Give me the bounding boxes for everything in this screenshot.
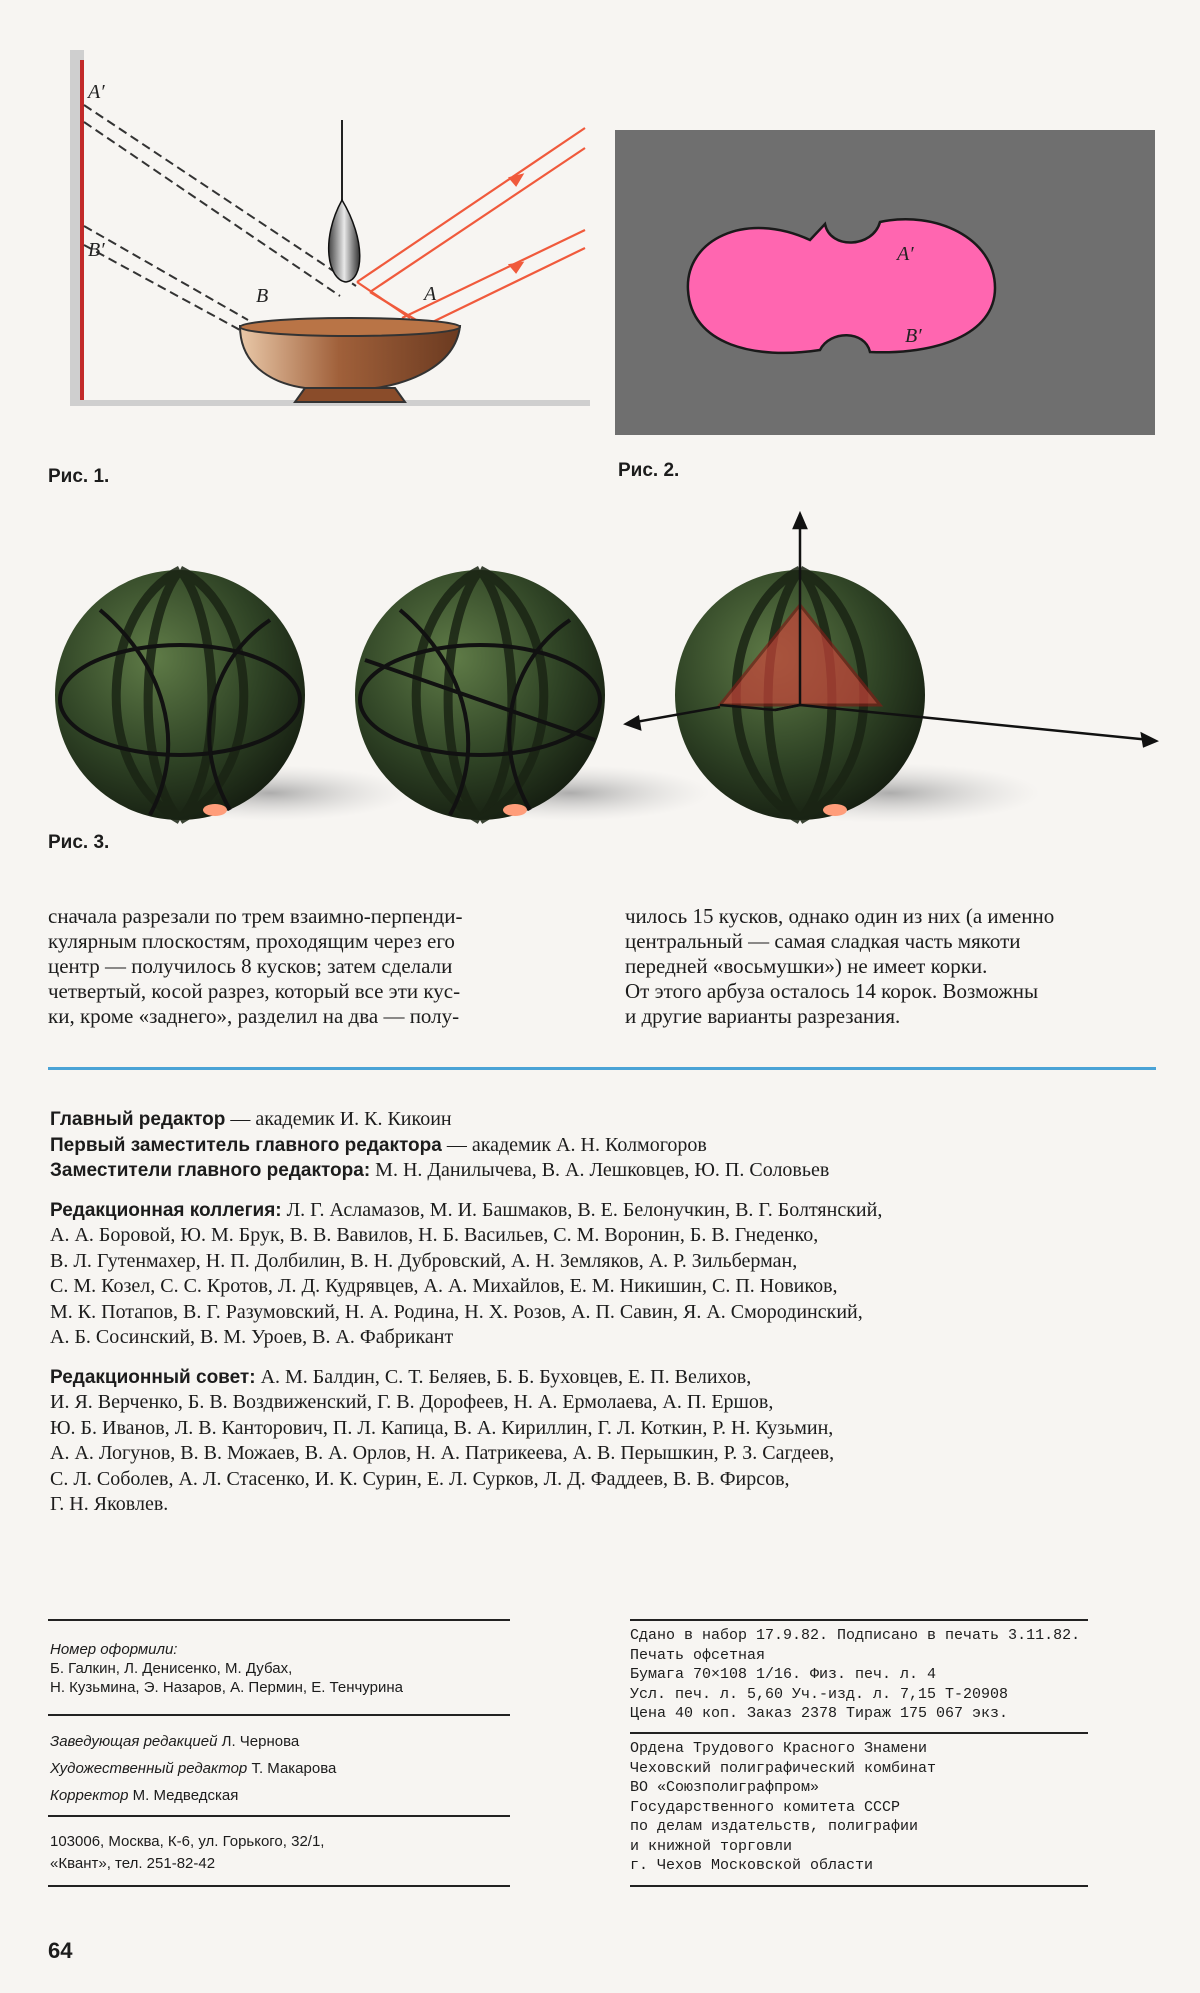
art-label: Художественный редактор: [50, 1760, 248, 1777]
label-b: B: [256, 285, 269, 307]
collegium-line: А. Б. Сосинский, В. М. Уроев, В. А. Фабрикант: [50, 1326, 454, 1348]
printer-line: Ордена Трудового Красного Знамени: [630, 1740, 928, 1757]
council-line: С. Л. Соболев, А. Л. Стасенко, И. К. Сурин, Е. Л. Сурков, Л. Д. Фаддеев, В. В. Фирсов,: [50, 1467, 790, 1490]
deputies-line: [50, 1158, 1156, 1184]
watermelon-2-icon: [355, 570, 710, 821]
rule: [630, 1885, 1088, 1887]
article-line: центральный — самая сладкая часть мякоти: [625, 929, 1021, 953]
council-line: А. А. Логунов, В. В. Можаев, В. А. Орлов, Н. А. Патрикеева, А. В. Перышкин, Р. З. Сагдеев,: [50, 1442, 835, 1464]
rule: [48, 1815, 510, 1817]
chief-editor-line: [50, 1107, 1156, 1133]
section-separator: [48, 1067, 1156, 1070]
article-line: От этого арбуза осталось 14 корок. Возможны: [625, 979, 1039, 1003]
label-a-prime-2: A′: [897, 243, 914, 265]
article-line: кулярным плоскостям, проходящим через его: [48, 929, 455, 953]
address-line: «Квант», тел. 251-82-42: [50, 1855, 216, 1872]
design-line: Н. Кузьмина, Э. Назаров, А. Пермин, Е. Тенчурина: [50, 1679, 403, 1696]
council-line: [50, 1365, 1156, 1391]
article-line: и другие варианты разрезания.: [625, 1004, 901, 1028]
figure-2-caption: Рис. 2.: [618, 460, 680, 481]
proof-label: Корректор: [50, 1787, 129, 1804]
first-deputy-label: Первый заместитель главного редактора: [50, 1134, 442, 1156]
design-line: Б. Галкин, Л. Денисенко, М. Дубах,: [50, 1660, 293, 1677]
design-label: Номер оформили:: [50, 1641, 178, 1658]
wall-edge: [80, 60, 84, 406]
print-line: Усл. печ. л. 5,60 Уч.-изд. л. 7,15 Т-20908: [630, 1685, 1009, 1703]
collegium-line: [50, 1198, 1156, 1224]
article-left-column: [48, 904, 584, 1029]
print-details: [630, 1626, 1100, 1724]
chief-editor-value: — академик И. К. Кикоин: [230, 1108, 452, 1130]
watermelon-3-icon: [626, 514, 1156, 823]
article-line: четвертый, косой разрез, который все эти кус-: [48, 979, 461, 1003]
rule: [48, 1619, 510, 1621]
first-deputy-value: — академик А. Н. Колмогоров: [446, 1133, 707, 1156]
printer-line: Государственного комитета СССР: [630, 1798, 901, 1816]
council-line: И. Я. Верченко, Б. В. Воздвиженский, Г. В. Дорофеев, Н. А. Ермолаева, А. П. Ершов,: [50, 1391, 774, 1413]
article-line: передней «восьмушки») не имеет корки.: [625, 954, 988, 978]
printer-line: по делам издательств, полиграфии: [630, 1818, 919, 1835]
printer-line: г. Чехов Московской области: [630, 1857, 874, 1874]
collegium-label: Редакционная коллегия:: [50, 1199, 282, 1221]
printer-line: ВО «Союзполиграфпром»: [630, 1779, 820, 1796]
rule: [48, 1885, 510, 1887]
deputies-label: Заместители главного редактора:: [50, 1160, 371, 1181]
council-line: Г. Н. Яковлев.: [50, 1493, 169, 1515]
head-value: Л. Чернова: [221, 1733, 300, 1750]
figure-2-shadow-shape: [615, 130, 1155, 435]
page-number: 64: [48, 1938, 73, 1963]
label-b-prime: B′: [88, 239, 105, 261]
address: [50, 1831, 510, 1875]
council-text: А. М. Балдин, С. Т. Беляев, Б. Б. Буховцев, Е. П. Велихов,: [260, 1365, 752, 1388]
label-b-prime-2: B′: [905, 325, 922, 347]
printer-line: Чеховский полиграфический комбинат: [630, 1759, 937, 1777]
address-line: 103006, Москва, К-6, ул. Горького, 32/1,: [50, 1833, 325, 1850]
rule: [630, 1619, 1088, 1621]
collegium-line: М. К. Потапов, В. Г. Разумовский, Н. А. Родина, Н. Х. Розов, А. П. Савин, Я. А. Смородинский,: [50, 1300, 863, 1323]
print-line: Печать офсетная: [630, 1646, 766, 1664]
article-line: сначала разрезали по трем взаимно-перпенди-: [48, 904, 463, 928]
figure-1-reflection-diagram: [70, 50, 600, 450]
figure-3-watermelons: [30, 510, 1170, 830]
art-value: Т. Макарова: [251, 1760, 337, 1777]
collegium-line: В. Л. Гутенмахер, Н. П. Долбилин, В. Н. Дубровский, А. Н. Земляков, А. Р. Зильберман,: [50, 1249, 798, 1272]
rule: [48, 1714, 510, 1716]
collegium-line: А. А. Боровой, Ю. М. Брук, В. В. Вавилов, Н. Б. Васильев, С. М. Воронин, Б. В. Гнеденко,: [50, 1224, 819, 1246]
figure-1-caption: Рис. 1.: [48, 466, 110, 487]
real-rays: [357, 128, 585, 330]
virtual-rays: [84, 105, 356, 330]
head-label: Заведующая редакцией: [50, 1733, 218, 1750]
article-right-column: [625, 904, 1157, 1029]
deputies-value: М. Н. Данилычева, В. А. Лешковцев, Ю. П. Соловьев: [375, 1159, 830, 1181]
print-line: Сдано в набор 17.9.82. Подписано в печать 3.11.82.: [630, 1627, 1081, 1644]
figure-3-caption: Рис. 3.: [48, 832, 110, 853]
article-line: центр — получилось 8 кусков; затем сделали: [48, 954, 453, 978]
chief-editor-label: Главный редактор: [50, 1109, 226, 1130]
editorial-board: [50, 1107, 1156, 1518]
collegium-text: Л. Г. Асламазов, М. И. Башмаков, В. Е. Белонучкин, В. Г. Болтянский,: [286, 1198, 883, 1221]
design-credits: [50, 1640, 510, 1697]
label-a-prime: A′: [88, 81, 105, 103]
printer-details: [630, 1739, 1100, 1876]
collegium-line: С. М. Козел, С. С. Кротов, Л. Д. Кудрявцев, А. А. Михайлов, Е. М. Никишин, С. П. Новиков,: [50, 1275, 838, 1297]
proof-value: М. Медведская: [132, 1787, 239, 1804]
article-line: чилось 15 кусков, однако один из них (а именно: [625, 904, 1055, 928]
article-line: ки, кроме «заднего», разделил на два — полу-: [48, 1004, 460, 1028]
flame-icon: [329, 200, 360, 282]
editors-credits: [50, 1728, 510, 1809]
first-deputy-line: [50, 1133, 1156, 1159]
council-label: Редакционный совет:: [50, 1366, 256, 1388]
council-line: Ю. Б. Иванов, Л. В. Канторович, П. Л. Капица, В. А. Кириллин, Г. Л. Коткин, Р. Н. Кузьмин,: [50, 1416, 834, 1439]
printer-line: и книжной торговли: [630, 1837, 793, 1855]
label-a: A: [424, 283, 437, 305]
rule: [630, 1732, 1088, 1734]
print-line: Цена 40 коп. Заказ 2378 Тираж 175 067 экз.: [630, 1705, 1009, 1722]
print-line: Бумага 70×108 1/16. Физ. печ. л. 4: [630, 1666, 937, 1683]
